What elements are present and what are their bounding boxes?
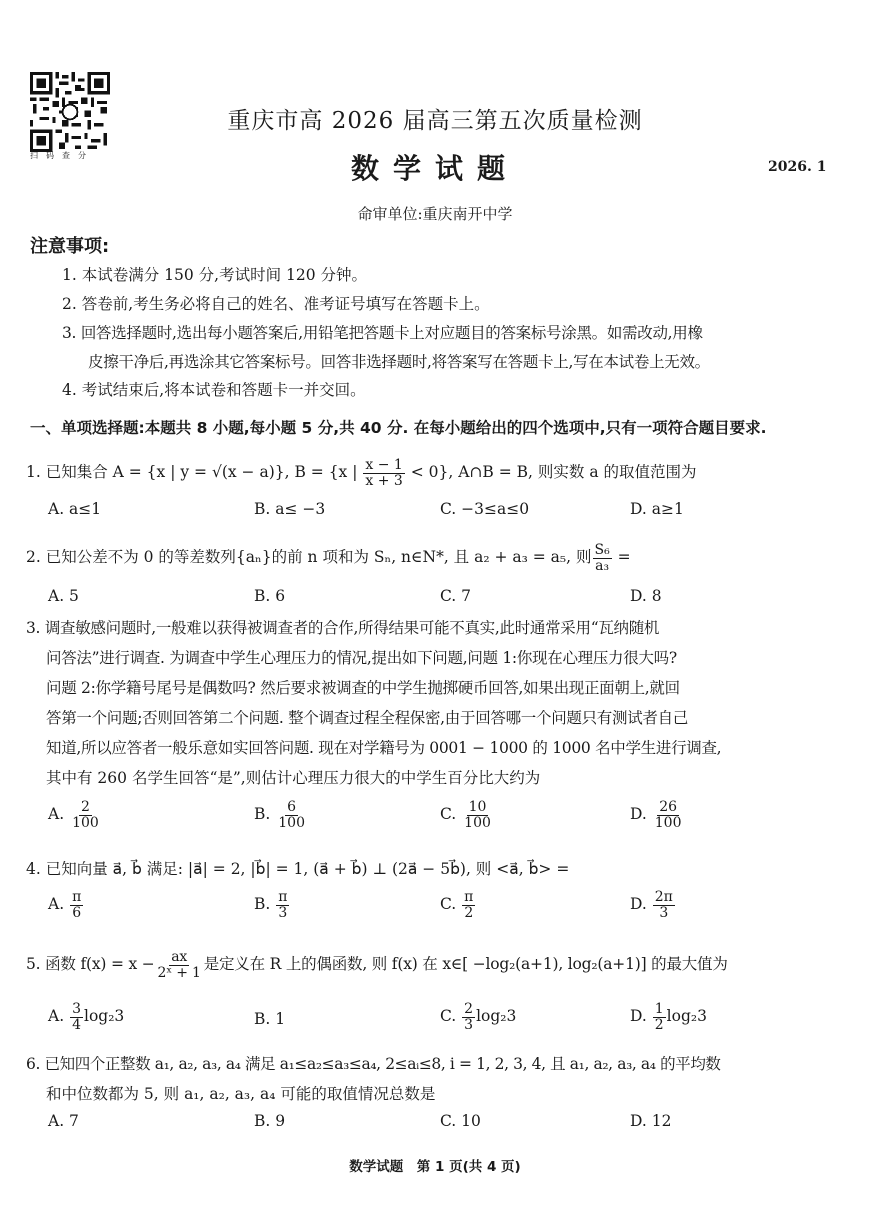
option-fraction	[653, 1002, 666, 1032]
question-3-line: 3. 调查敏感问题时,一般难以获得被调查者的合作,所得结果可能不真实,此时通常采用“瓦纳随机	[26, 619, 660, 637]
option-label: A.	[48, 895, 65, 914]
fraction-numerator: 2	[80, 799, 90, 815]
question-6-option-a: A. 7	[48, 1112, 79, 1130]
fraction-numerator: x − 1	[365, 457, 403, 473]
fraction-denominator: 100	[278, 814, 305, 831]
qr-caption: 扫码查分	[30, 151, 94, 160]
option-fraction	[70, 890, 83, 920]
question-3-line: 其中有 260 名学生回答“是”,则估计心理压力很大的中学生百分比大约为	[46, 769, 541, 787]
subject-title: 数学试题	[350, 152, 519, 185]
question-2-stem	[26, 543, 631, 573]
fraction-denominator: 100	[654, 814, 682, 831]
question-2-fraction	[593, 543, 612, 573]
question-1-stem-text: 1. 已知集合 A = {x | y = √(x − a)}, B = {x |	[26, 463, 363, 482]
option-tail: log₂3	[476, 1007, 517, 1026]
question-6-option-b: B. 9	[254, 1112, 286, 1130]
fraction-denominator: 3	[659, 904, 669, 921]
question-5-fraction	[156, 950, 203, 980]
question-3-line: 问题 2:你学籍号尾号是偶数吗? 然后要求被调查的中学生抛掷硬币回答,如果出现正面朝上,就回	[46, 679, 680, 697]
question-4-option-b	[254, 890, 290, 920]
question-5-stem-text: 5. 函数 f(x) = x −	[26, 955, 155, 974]
question-3-line: 知道,所以应答者一般乐意如实回答问题. 现在对学籍号为 0001 − 1000 的 1000 名中学生进行调查,	[46, 739, 722, 757]
question-1-stem-text: < 0}, A∩B = B, 则实数 a 的取值范围为	[405, 463, 697, 482]
question-2-option-d: D. 8	[630, 587, 662, 605]
question-3-option-d	[630, 800, 684, 830]
note-item: 皮擦干净后,再选涂其它答案标号。回答非选择题时,将答案写在答题卡上,写在本试卷上无效。	[88, 353, 710, 371]
option-tail: log₂3	[83, 1007, 125, 1026]
fraction-denominator: 2	[654, 1016, 664, 1033]
fraction-denominator: 100	[464, 814, 491, 831]
fraction-denominator: x + 3	[365, 472, 403, 489]
option-label: D.	[630, 1007, 647, 1026]
option-label: C.	[440, 895, 457, 914]
question-5-option-d	[630, 1002, 707, 1032]
question-2-option-a: A. 5	[48, 587, 79, 605]
option-label: B.	[254, 1010, 271, 1028]
option-fraction	[653, 800, 684, 830]
question-2-option-c: C. 7	[440, 587, 472, 605]
question-4-stem: 4. 已知向量 a⃗, b⃗ 满足: |a⃗| = 2, |b⃗| = 1, (a⃗ + b⃗) ⊥ (2a⃗ − 5b⃗), 则 <a⃗, b⃗> =	[26, 860, 570, 878]
question-5-stem	[26, 950, 728, 980]
exam-title: 重庆市高 2026 届高三第五次质量检测	[227, 108, 643, 134]
page-footer: 数学试题 第 1 页(共 4 页)	[349, 1159, 521, 1175]
option-value: 1	[275, 1010, 286, 1028]
option-fraction	[70, 1002, 83, 1032]
question-3-option-a	[48, 800, 102, 830]
question-1-option-c: C. −3≤a≤0	[440, 500, 530, 518]
question-1-fraction	[363, 458, 404, 488]
section-title: 一、单项选择题:本题共 8 小题,每小题 5 分,共 40 分. 在每小题给出的四个选项中,只有一项符合题目要求.	[30, 419, 767, 437]
option-tail: log₂3	[666, 1007, 707, 1026]
question-2-option-b: B. 6	[254, 587, 286, 605]
fraction-numerator: 3	[72, 1001, 81, 1017]
fraction-numerator: ax	[171, 949, 188, 965]
question-4-option-a	[48, 890, 84, 920]
fraction-denominator: 3	[278, 904, 288, 921]
setter-line: 命审单位:重庆南开中学	[357, 205, 513, 223]
fraction-numerator: π	[464, 889, 474, 905]
fraction-numerator: π	[278, 889, 288, 905]
question-1-stem	[26, 458, 697, 488]
exam-date: 2026. 1	[768, 159, 827, 175]
question-6-line: 6. 已知四个正整数 a₁, a₂, a₃, a₄ 满足 a₁≤a₂≤a₃≤a₄, 2≤aᵢ≤8, i = 1, 2, 3, 4, 且 a₁, a₂, a₃, a₄ 的平均数	[26, 1055, 721, 1073]
fraction-denominator: a₃	[595, 557, 610, 574]
note-item: 4. 考试结束后,将本试卷和答题卡一并交回。	[62, 381, 366, 399]
note-item: 2. 答卷前,考生务必将自己的姓名、准考证号填写在答题卡上。	[62, 295, 490, 313]
question-5-option-c	[440, 1002, 516, 1032]
option-fraction	[653, 890, 675, 920]
question-2-stem-text: 2. 已知公差不为 0 的等差数列{aₙ}的前 n 项和为 Sₙ, n∈N*, 且 a₂ + a₃ = a₅, 则	[26, 548, 592, 567]
fraction-numerator: 1	[654, 1001, 664, 1017]
question-6-line: 和中位数都为 5, 则 a₁, a₂, a₃, a₄ 可能的取值情况总数是	[46, 1085, 436, 1103]
question-5-option-b	[254, 1010, 285, 1028]
option-fraction	[462, 800, 493, 830]
fraction-denominator: 2	[464, 904, 474, 921]
note-item: 1. 本试卷满分 150 分,考试时间 120 分钟。	[62, 266, 368, 284]
fraction-numerator: 26	[659, 799, 678, 815]
fraction-denominator: 6	[72, 904, 82, 921]
notes-title: 注意事项:	[30, 236, 110, 257]
question-2-stem-text: =	[612, 548, 631, 567]
question-5-option-a	[48, 1002, 124, 1032]
option-label: B.	[254, 805, 271, 824]
question-4-option-d	[630, 890, 676, 920]
question-3-option-b	[254, 800, 308, 830]
question-1-option-d: D. a≥1	[630, 500, 684, 518]
option-label: B.	[254, 895, 271, 914]
question-6-option-c: C. 10	[440, 1112, 481, 1130]
option-label: A.	[48, 805, 65, 824]
fraction-numerator: π	[72, 889, 82, 905]
question-3-option-c	[440, 800, 494, 830]
option-label: C.	[440, 805, 457, 824]
question-5-stem-text: 是定义在 R 上的偶函数, 则 f(x) 在 x∈[ −log₂(a+1), log₂(a+1)] 的最大值为	[203, 955, 728, 974]
option-fraction	[276, 800, 307, 830]
option-fraction	[70, 800, 101, 830]
note-item: 3. 回答选择题时,选出每小题答案后,用铅笔把答题卡上对应题目的答案标号涂黑。如需改动,用橡	[62, 324, 703, 342]
option-fraction	[462, 890, 475, 920]
option-label: D.	[630, 805, 647, 824]
fraction-numerator: S₆	[594, 542, 610, 558]
option-label: D.	[630, 895, 647, 914]
fraction-numerator: 2	[464, 1001, 474, 1017]
fraction-numerator: 10	[468, 799, 487, 815]
question-4-option-c	[440, 890, 476, 920]
question-3-line: 答第一个问题;否则回答第二个问题. 整个调查过程全程保密,由于回答哪一个问题只有测试者自己	[46, 709, 689, 727]
fraction-denominator: 2ˣ + 1	[157, 964, 201, 981]
question-1-option-b: B. a≤ −3	[254, 500, 326, 518]
fraction-denominator: 100	[72, 814, 99, 831]
fraction-numerator: 6	[287, 799, 297, 815]
question-6-option-d: D. 12	[630, 1112, 672, 1130]
option-fraction	[462, 1002, 475, 1032]
option-label: C.	[440, 1007, 457, 1026]
option-fraction	[276, 890, 289, 920]
question-3-line: 问答法”进行调查. 为调查中学生心理压力的情况,提出如下问题,问题 1:你现在心理压力很大吗?	[46, 649, 677, 667]
question-1-option-a: A. a≤1	[48, 500, 102, 518]
fraction-denominator: 3	[464, 1016, 474, 1033]
fraction-numerator: 2π	[654, 889, 673, 905]
option-label: A.	[48, 1007, 65, 1026]
fraction-denominator: 4	[72, 1016, 81, 1033]
